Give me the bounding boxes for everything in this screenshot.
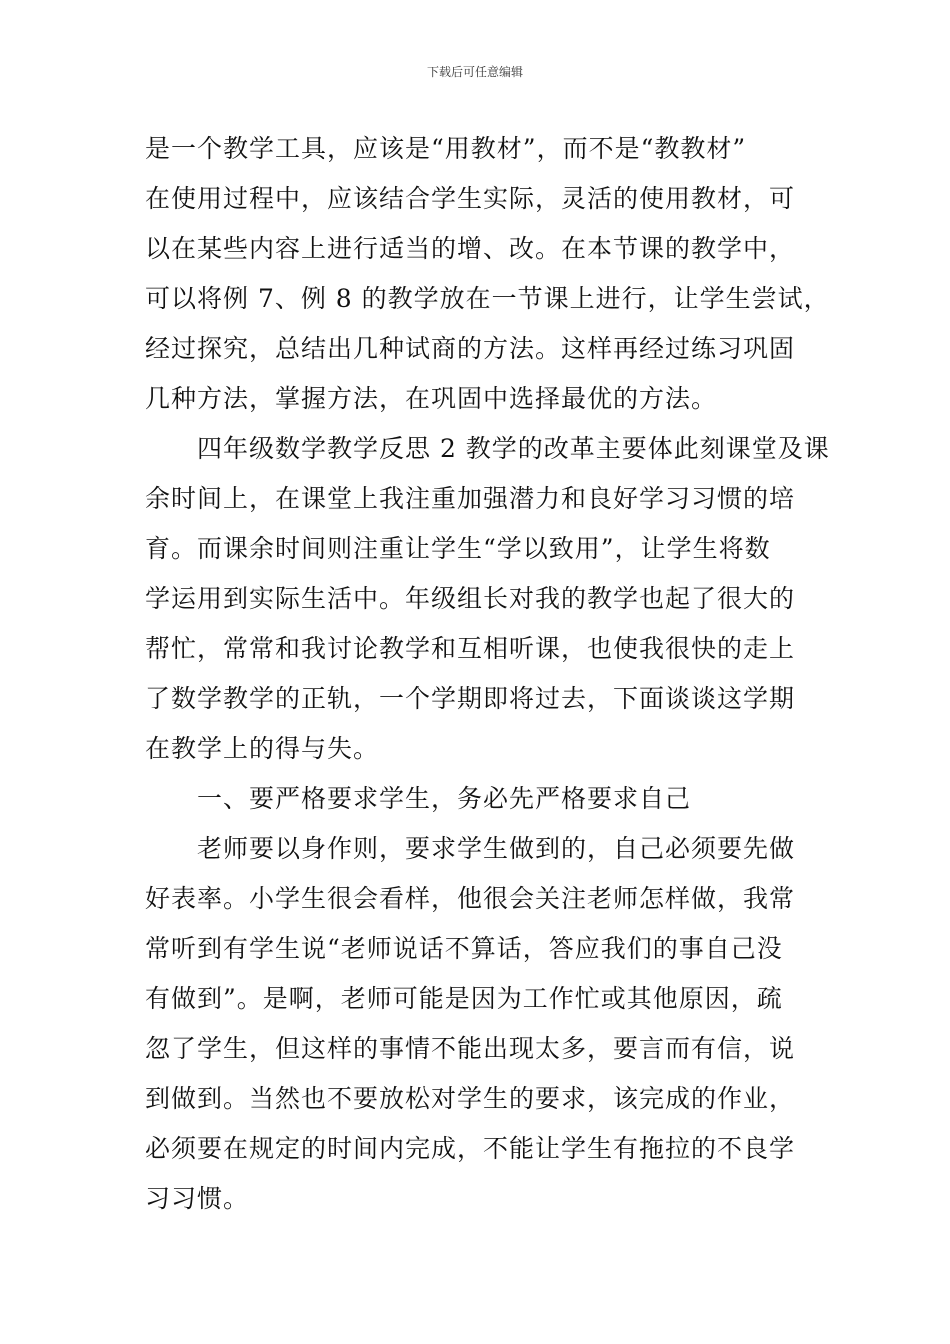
text-line: 在教学上的得与失。 [145, 734, 380, 763]
page-header: 下载后可任意编辑 [426, 65, 523, 79]
text-line: 经过探究，总结出几种试商的方法。这样再经过练习巩固 [145, 334, 796, 363]
text-line: 忽了学生，但这样的事情不能出现太多，要言而有信，说 [145, 1034, 796, 1063]
text-line: 必须要在规定的时间内完成，不能让学生有拖拉的不良学 [145, 1134, 796, 1163]
text-line: 可以将例 7、例 8 的教学放在一节课上进行，让学生尝试， [145, 284, 830, 313]
text-line: 有做到”。是啊，老师可能是因为工作忙或其他原因，疏 [145, 984, 783, 1013]
document-body [145, 124, 830, 1224]
text-line: 余时间上，在课堂上我注重加强潜力和良好学习习惯的培 [145, 484, 796, 513]
text-line: 一、要严格要求学生，务必先严格要求自己 [197, 784, 692, 813]
text-line: 常听到有学生说“老师说话不算话，答应我们的事自己没 [145, 934, 783, 963]
text-line: 到做到。当然也不要放松对学生的要求，该完成的作业， [145, 1084, 796, 1113]
text-line: 在使用过程中，应该结合学生实际，灵活的使用教材，可 [145, 184, 796, 213]
text-line: 四年级数学教学反思 2 教学的改革主要体此刻课堂及课 [197, 434, 830, 463]
text-line: 学运用到实际生活中。年级组长对我的教学也起了很大的 [145, 584, 796, 613]
text-line: 好表率。小学生很会看样，他很会关注老师怎样做，我常 [145, 884, 796, 913]
text-line: 老师要以身作则，要求学生做到的，自己必须要先做 [197, 834, 796, 863]
text-line: 帮忙，常常和我讨论教学和互相听课，也使我很快的走上 [145, 634, 796, 663]
text-line: 了数学教学的正轨，一个学期即将过去，下面谈谈这学期 [145, 684, 796, 713]
text-line: 育。而课余时间则注重让学生“学以致用”，让学生将数 [145, 534, 771, 563]
text-line: 几种方法，掌握方法，在巩固中选择最优的方法。 [145, 384, 718, 413]
text-line: 以在某些内容上进行适当的增、改。在本节课的教学中， [145, 234, 796, 263]
text-line: 是一个教学工具，应该是“用教材”，而不是“教教材” [145, 134, 747, 163]
text-line: 习习惯。 [145, 1184, 250, 1213]
